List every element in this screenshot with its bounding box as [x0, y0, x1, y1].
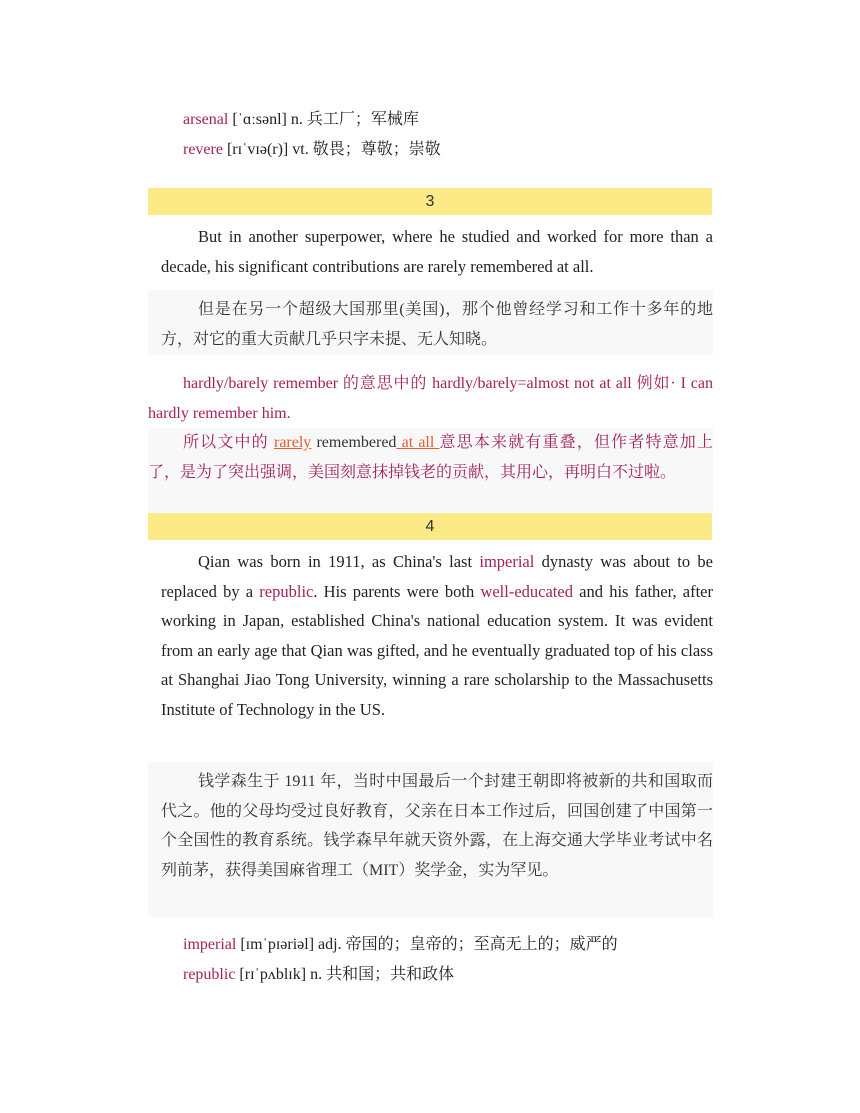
grammar-note: hardly/barely remember 的意思中的 hardly/barely=almost not at all 例如· I can hardly remember him. [148, 375, 713, 422]
chinese-text: 钱学森生于 1911 年，当时中国最后一个封建王朝即将被新的共和国取而代之。他的父母均受过良好教育，父亲在日本工作过后，回国创建了中国第一个全国性的教育系统。钱学森早年就天资外露，在上海交通大学毕业考试中名列前茅，获得美国麻省理工（MIT）奖学金，实为罕见。 [161, 773, 713, 879]
keyword-well-educated: well-educated [480, 581, 573, 601]
keyword-imperial: imperial [479, 552, 535, 571]
note-text: 所以文中的 [183, 434, 274, 451]
chinese-text: 但是在另一个超级大国那里(美国)，那个他曾经学习和工作十多年的地方，对它的重大贡献几乎只字未提、无人知晓。 [161, 301, 713, 348]
highlight-at-all: at all [396, 434, 440, 451]
text-run: . His parents were both [313, 581, 481, 601]
vocab-entry-revere [183, 140, 441, 160]
highlight-rarely: rarely [274, 434, 312, 451]
vocab-word: republic [183, 966, 236, 983]
vocab-word: revere [183, 141, 223, 158]
english-text [161, 547, 713, 724]
chinese-translation-box [148, 762, 713, 917]
grammar-note-explanation [148, 428, 713, 487]
note-text-remembered: remembered [311, 434, 397, 451]
english-text: But in another superpower, where he studied and worked for more than a decade, his significant contributions are rarely remembered at all. [161, 227, 713, 276]
vocab-definition: [rɪˈpʌblɪk] n. 共和国；共和政体 [235, 966, 455, 983]
english-paragraph [161, 222, 713, 281]
vocab-entry-republic [183, 965, 454, 985]
text-run: dynasty was about to be replaced by a [161, 552, 713, 601]
vocab-definition: [rɪˈvɪə(r)] vt. 敬畏；尊敬；崇敬 [222, 141, 441, 158]
vocab-entry-imperial [183, 935, 618, 955]
vocab-word: arsenal [183, 111, 229, 128]
vocab-definition: [ˈɑːsənl] n. 兵工厂；军械库 [228, 111, 419, 128]
vocab-definition: [ɪmˈpɪəriəl] adj. 帝国的；皇帝的；至高无上的；威严的 [236, 936, 618, 953]
vocab-word: imperial [183, 936, 237, 953]
english-paragraph [161, 547, 713, 724]
text-run: Qian was born in 1911, as China's last [198, 552, 480, 571]
section-number-band: 4 [148, 513, 712, 540]
section-number-band: 3 [148, 188, 712, 215]
text-run: and his father, after working in Japan, established China's national education system. It was evident from an early age that Qian was gifted, and he eventually graduated top of his class at Shanghai Jiao Tong University, winning a rare scholarship to the Massachusetts Institute of Technology in the US. [161, 581, 713, 719]
keyword-republic: republic [259, 581, 314, 601]
vocab-entry-arsenal [183, 110, 419, 130]
chinese-translation-box [148, 290, 713, 355]
note-text: 意思本来就有重叠，但作者特意加上了，是为了突出强调，美国刻意抹掉钱老的贡献，其用心，再明白不过啦。 [148, 434, 713, 481]
grammar-note-box [148, 428, 713, 512]
